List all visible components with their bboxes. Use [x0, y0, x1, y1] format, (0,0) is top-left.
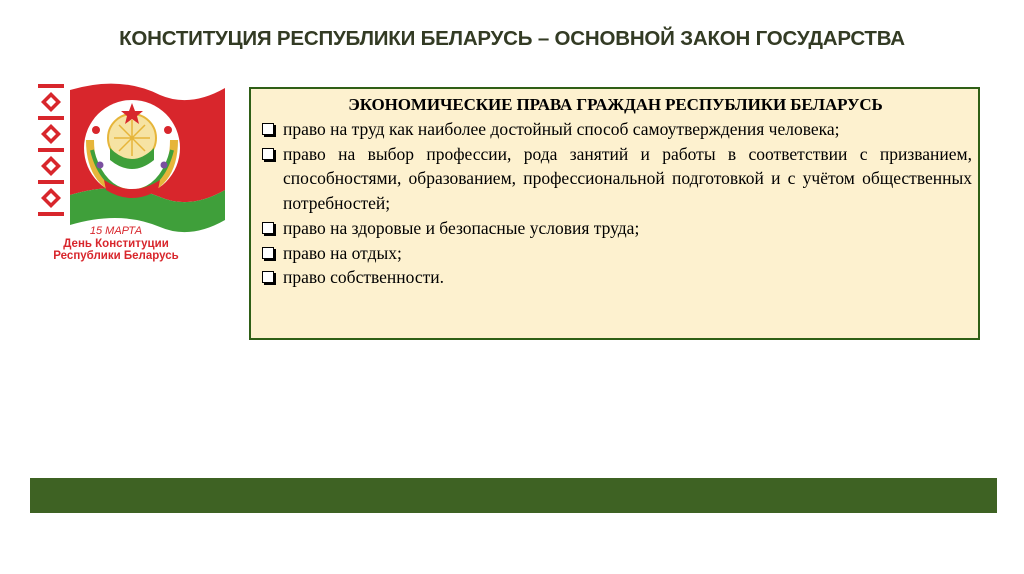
- checkbox-square-icon: [262, 123, 274, 135]
- economic-rights-box: [249, 87, 980, 340]
- rights-list: [259, 117, 972, 290]
- footer-bar: [30, 478, 997, 513]
- list-item: право на здоровые и безопасные условия труда;: [259, 216, 972, 241]
- checkbox-square-icon: [262, 271, 274, 283]
- checkbox-square-icon: [262, 148, 274, 160]
- list-item: право на отдых;: [259, 241, 972, 266]
- list-item: право на выбор профессии, рода занятий и работы в соответствии с призванием, способностями, образованием, профессиональной подготовкой и с учётом общественных потребностей;: [259, 142, 972, 216]
- checkbox-square-icon: [262, 247, 274, 259]
- caption-date: 15 МАРТА: [89, 225, 143, 237]
- constitution-day-caption: [30, 225, 202, 263]
- caption-holiday-name: День Конституции: [63, 237, 169, 250]
- rights-box-title: ЭКОНОМИЧЕСКИЕ ПРАВА ГРАЖДАН РЕСПУБЛИКИ БЕЛАРУСЬ: [348, 95, 883, 114]
- list-item: право собственности.: [259, 265, 972, 290]
- checkbox-square-icon: [262, 222, 274, 234]
- slide-title: КОНСТИТУЦИЯ РЕСПУБЛИКИ БЕЛАРУСЬ – ОСНОВНОЙ ЗАКОН ГОСУДАРСТВА: [119, 27, 905, 50]
- caption-country: Республики Беларусь: [53, 250, 179, 262]
- list-item: право на труд как наиболее достойный способ самоутверждения человека;: [259, 117, 972, 142]
